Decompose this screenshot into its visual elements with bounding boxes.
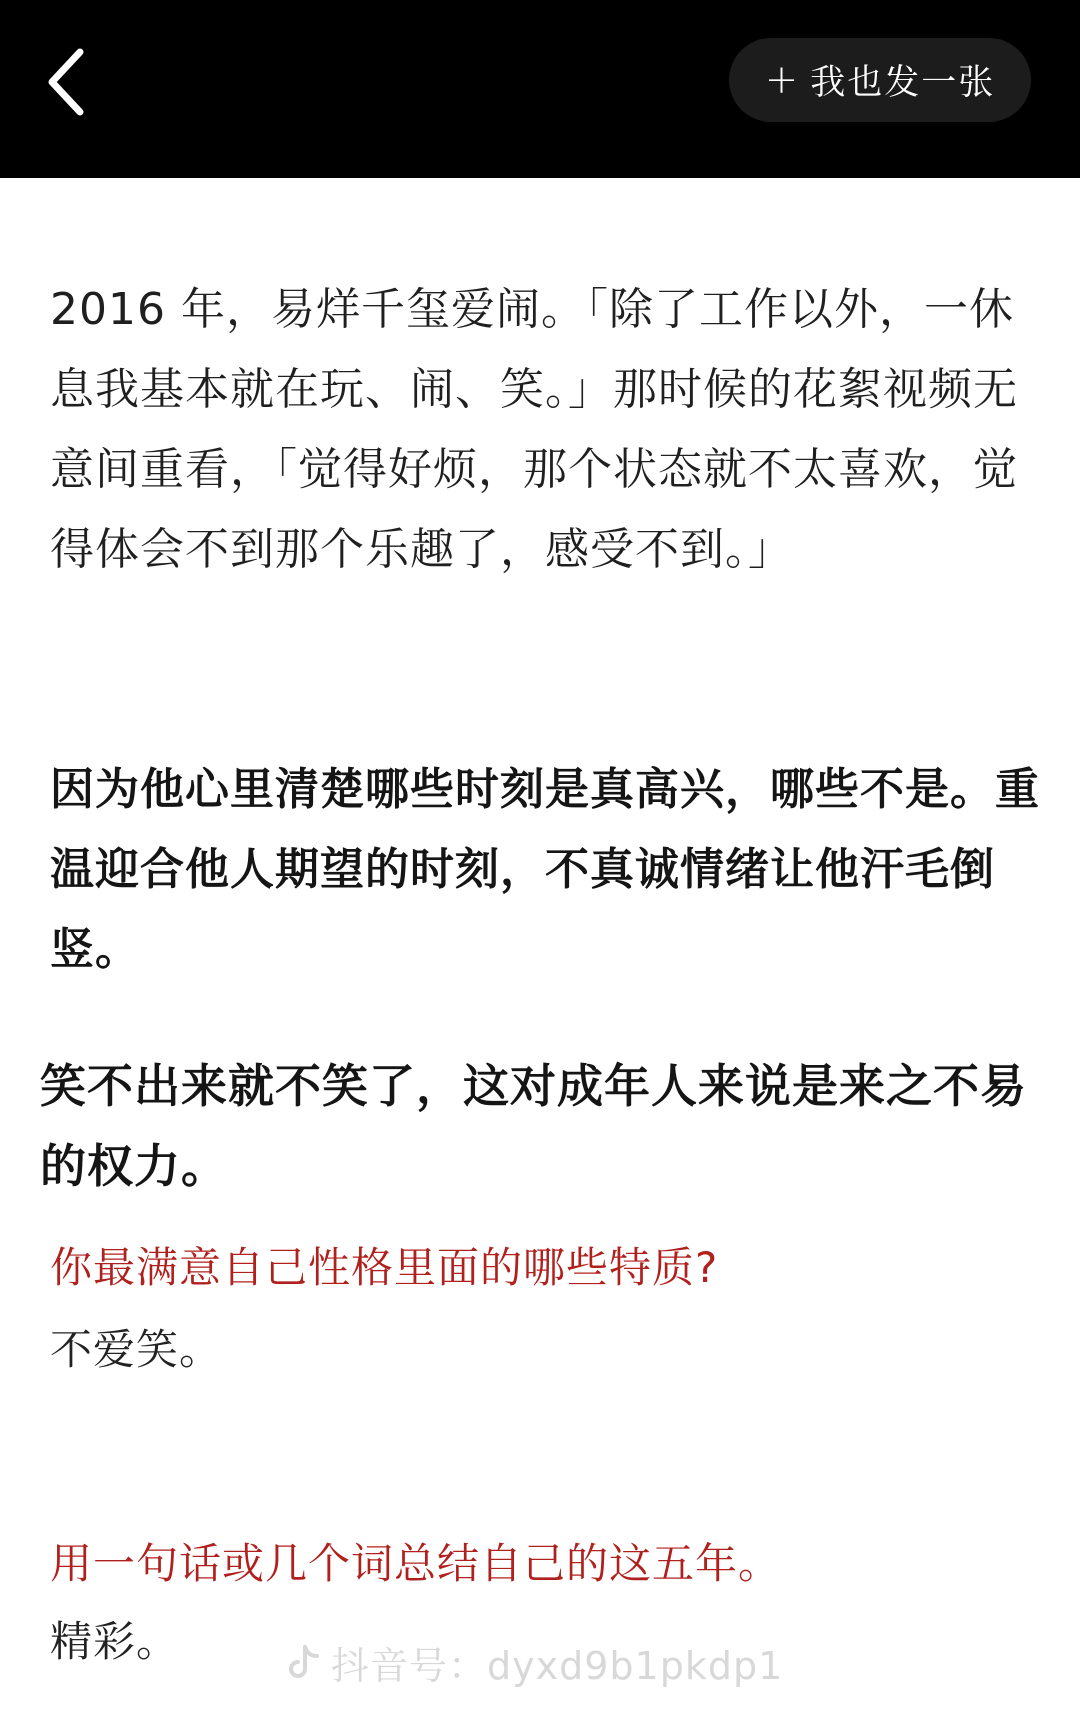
watermark-text: 抖音号：dyxd9b1pkdp1 [331, 1644, 784, 1688]
article-paragraph-2: 因为他心里清楚哪些时刻是真高兴，哪些不是。重温迎合他人期望的时刻，不真诚情绪让他汗毛倒竖。 [50, 764, 1040, 975]
watermark [285, 1635, 783, 1690]
post-one-too-button[interactable] [729, 38, 1031, 122]
answer-1: 不爱笑。 [50, 1325, 223, 1374]
post-button-label: 我也发一张 [810, 63, 996, 103]
plus-icon: + [764, 57, 799, 103]
question-2: 用一句话或几个词总结自己的这五年。 [50, 1539, 782, 1588]
answer-2: 精彩。 [50, 1617, 180, 1666]
back-button[interactable] [44, 46, 92, 118]
article-paragraph-1: 2016 年，易烊千玺爱闹。「除了工作以外，一休息我基本就在玩、闹、笑。」那时候的花絮视频无意间重看，「觉得好烦，那个状态就不太喜欢，觉得体会不到那个乐趣了，感受不到。」 [50, 284, 1018, 575]
article-paragraph-3: 笑不出来就不笑了，这对成年人来说是来之不易的权力。 [40, 1059, 1027, 1193]
top-bar [0, 0, 1080, 178]
chevron-left-icon [44, 46, 92, 118]
tiktok-logo-icon [285, 1643, 321, 1683]
question-1: 你最满意自己性格里面的哪些特质? [50, 1243, 719, 1292]
